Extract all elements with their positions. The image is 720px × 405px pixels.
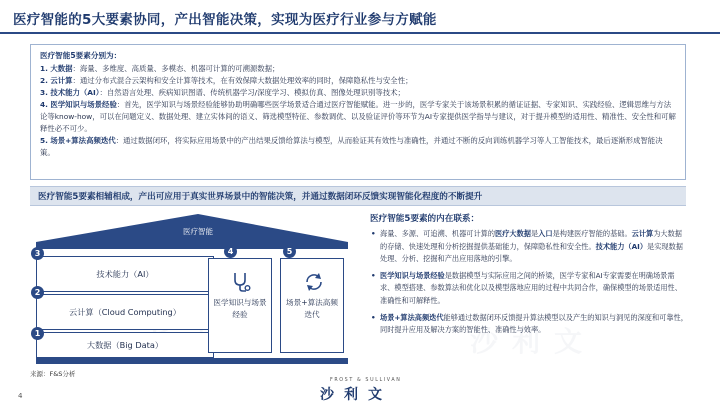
highlight-term: 医学知识与场景经验 — [380, 270, 445, 280]
number-badge: 2 — [31, 286, 44, 299]
logo-subtext: FROST & SULLIVAN — [330, 378, 402, 383]
page-title: 医疗智能的5大要素协同，产出智能决策，实现为医疗行业参与方赋能 — [13, 12, 437, 28]
pillar-medical-knowledge — [208, 258, 272, 353]
bullet-text: 是构建医疗智能的基础。 — [552, 229, 632, 238]
bullet-text: 为大数据的存储、快速处理和分析挖掘提供基础能力，保障隐私性和安全性。 — [380, 229, 682, 251]
relation-bullet — [370, 270, 688, 308]
definition-text: ：首先，医学知识与场景经验能够协助明确哪些医学场景适合通过医疗智能赋能。进一步的，医学专家关于该场景积累的循证证据、专家知识、实践经验、逻辑思维与方法论等know-how，可以在问题定义、数据处理、建立实体间的语义、筛选模型特征、参数调优、以及验证评价等环节为AI专家提供医学指导与建议，对于提升模型的适用性、精准性、安全性和可解释性必不可少。 — [40, 100, 676, 133]
bullet-text: 能够通过数据闭环反馈提升算法模型以及产生的知识与洞见的深度和可靠性，同时提升应用及解决方案的智能性、准确性与效率。 — [380, 312, 688, 335]
definition-label: 场景+算法高频迭代 — [50, 136, 116, 145]
definition-text: ：自然语言处理、疾病知识图谱、传统机器学习/深度学习、模拟仿真、图像处理识别等技术； — [99, 88, 405, 97]
definition-label: 技术能力（AI） — [50, 88, 100, 97]
page-number: 4 — [18, 392, 23, 400]
definition-number: 4. — [40, 100, 48, 109]
definition-number: 3. — [40, 88, 48, 97]
highlight-term: 医疗大数据 — [495, 229, 531, 238]
element-row-ai — [36, 256, 214, 292]
definition-label: 大数据 — [50, 64, 73, 73]
element-row-bigdata — [36, 332, 214, 358]
definition-text: ：海量、多维度、高质量、多模态、机器可计算的可溯源数据； — [72, 64, 280, 73]
cycle-arrows-icon — [303, 271, 325, 293]
roof-label: 医疗智能 — [183, 227, 213, 236]
stethoscope-icon — [231, 271, 251, 293]
row-label: 大数据（Big Data） — [86, 339, 164, 350]
row-label: 云计算（Cloud Computing） — [69, 306, 181, 317]
definitions-heading: 医疗智能5要素分别为： — [40, 51, 122, 60]
bullet-text: 是数据模型与实际应用之间的桥梁，医学专家和AI专家需要在明确场景需求、模型搭建、参数算法和优化以及模型落地应用的过程中共同合作，确保模型的场景适用性、准确性和可解释性。 — [380, 270, 682, 305]
pillar-iteration — [280, 258, 344, 353]
relation-bullet — [370, 228, 688, 266]
company-logo: 沙利文 — [320, 387, 392, 403]
pillar-label: 医学知识与场景经验 — [213, 298, 267, 319]
highlight-term: 云计算 — [631, 229, 654, 238]
relation-bullet — [370, 312, 688, 337]
summary-text: 医疗智能5要素相辅相成，产出可应用于真实世界场景中的智能决策，并通过数据闭环反馈实现智能化程度的不断提升 — [38, 192, 483, 202]
highlight-term: 入口 — [538, 229, 553, 238]
definition-text: ：通过分布式混合云架构和安全计算等技术，在有效保障大数据处理效率的同时，保障隐私性与安全性； — [72, 76, 413, 85]
definition-number: 2. — [40, 76, 48, 85]
definition-number: 1. — [40, 64, 48, 73]
number-badge: 1 — [31, 327, 44, 340]
highlight-term: 技术能力（AI） — [595, 241, 648, 251]
row-label: 技术能力（AI） — [96, 268, 154, 279]
relations-list — [370, 228, 688, 341]
number-badge: 3 — [31, 247, 44, 260]
relations-heading: 医疗智能5要素的内在联系： — [370, 214, 480, 224]
definition-label: 云计算 — [50, 76, 73, 85]
pillar-label: 场景+算法高频迭代 — [286, 298, 338, 319]
number-badge: 4 — [224, 245, 237, 258]
element-row-cloud — [36, 294, 214, 330]
bullet-text: 海量、多源、可追溯、机器可计算的 — [380, 229, 496, 238]
foundation-bar — [36, 358, 348, 364]
highlight-term: 场景+算法高频迭代 — [380, 312, 444, 322]
number-badge: 5 — [283, 245, 296, 258]
source-note: 来源：F&S分析 — [30, 370, 76, 378]
roof-base-bar — [36, 242, 348, 249]
definition-text: ：通过数据闭环，将实际应用场景中的产出结果反馈给算法与模型，从而验证其有效性与准确性，并通过不断的反向训练机器学习等人工智能技术，最后逐渐形成智能决策。 — [40, 136, 663, 157]
bullet-text: 是实现数据处理、分析、挖掘和产出应用落地的引擎。 — [380, 241, 683, 264]
definition-label: 医学知识与场景经验 — [50, 100, 117, 109]
definition-number: 5. — [40, 136, 48, 145]
bullet-text: 是 — [530, 229, 539, 238]
